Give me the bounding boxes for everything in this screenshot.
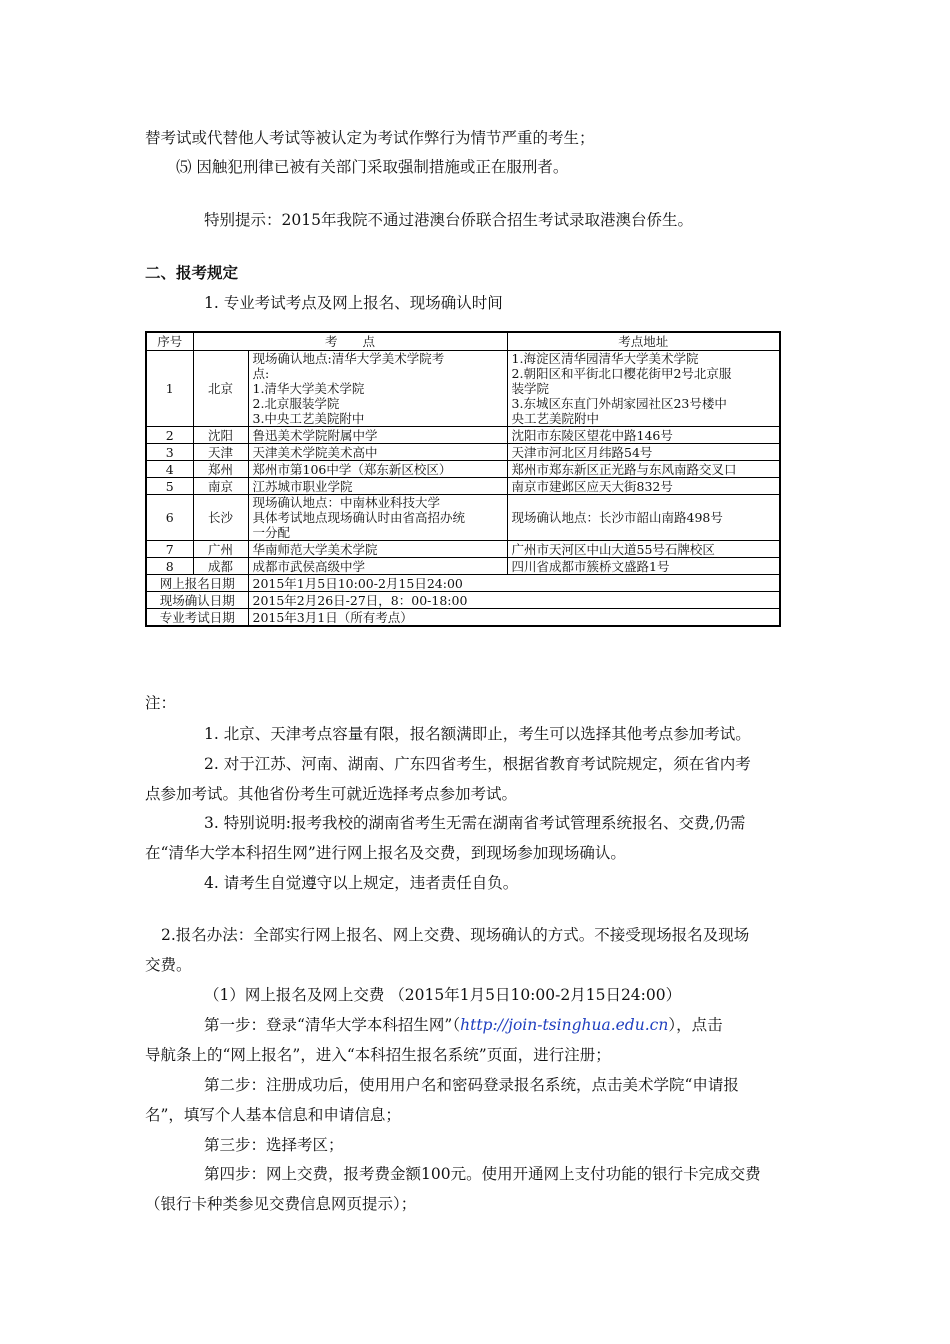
row-site: 天津美术学院美术高中	[248, 444, 507, 461]
row-city: 北京	[193, 351, 248, 427]
header-no: 序号	[146, 332, 193, 351]
table-header-row	[146, 332, 780, 351]
row-city: 长沙	[193, 495, 248, 541]
date-value: 2015年1月5日10:00-2月15日24:00	[248, 575, 780, 592]
note-2-line1: 2. 对于江苏、河南、湖南、广东四省考生，根据省教育考试院规定，须在省内考	[204, 755, 751, 773]
step-1-suffix: ），点击	[668, 1016, 723, 1034]
header-address: 考点地址	[507, 332, 780, 351]
method-para-line2: 交费。	[145, 956, 192, 974]
date-label: 网上报名日期	[146, 575, 248, 592]
row-city: 南京	[193, 478, 248, 495]
row-site: 华南师范大学美术学院	[248, 541, 507, 558]
row-address: 天津市河北区月纬路54号	[507, 444, 780, 461]
notes-title: 注：	[145, 694, 177, 712]
note-3-line2: 在“清华大学本科招生网”进行网上报名及交费，到现场参加现场确认。	[145, 844, 626, 862]
note-2-line2: 点参加考试。其他省份考生可就近选择考点参加考试。	[145, 785, 518, 803]
row-site: 现场确认地点:清华大学美术学院考 点: 1.清华大学美术学院 2.北京服装学院 3.中央工艺美院附中	[248, 351, 507, 427]
exam-site-table	[145, 331, 781, 627]
tsinghua-admission-link[interactable]: http://join-tsinghua.edu.cn	[460, 1016, 669, 1034]
row-no: 5	[146, 478, 193, 495]
row-site: 鲁迅美术学院附属中学	[248, 427, 507, 444]
row-no: 8	[146, 558, 193, 575]
row-site: 江苏城市职业学院	[248, 478, 507, 495]
subsection-title: 1. 专业考试考点及网上报名、现场确认时间	[204, 294, 503, 312]
date-row-confirmation	[146, 592, 780, 609]
step-4-line2: （银行卡种类参见交费信息网页提示）；	[145, 1195, 417, 1213]
step-1-line1	[204, 1015, 869, 1035]
row-no: 7	[146, 541, 193, 558]
table-row	[146, 541, 780, 558]
table-row	[146, 461, 780, 478]
row-no: 3	[146, 444, 193, 461]
method-para-line1: 2.报名办法：全部实行网上报名、网上交费、现场确认的方式。不接受现场报名及现场	[161, 926, 750, 944]
row-city: 成都	[193, 558, 248, 575]
note-1: 1. 北京、天津考点容量有限，报名额满即止，考生可以选择其他考点参加考试。	[204, 725, 751, 743]
row-city: 广州	[193, 541, 248, 558]
row-no: 2	[146, 427, 193, 444]
header-site: 考 点	[193, 332, 507, 351]
step-2-line2: 名”，填写个人基本信息和申请信息；	[145, 1106, 401, 1124]
step-4-line1: 第四步：网上交费，报考费金额100元。使用开通网上支付功能的银行卡完成交费	[204, 1165, 761, 1183]
date-value: 2015年3月1日（所有考点）	[248, 609, 780, 627]
date-label: 专业考试日期	[146, 609, 248, 627]
row-city: 天津	[193, 444, 248, 461]
step-1-line2: 导航条上的“网上报名”，进入“本科招生报名系统”页面，进行注册；	[145, 1046, 611, 1064]
table-row	[146, 351, 780, 427]
row-address: 南京市建邺区应天大街832号	[507, 478, 780, 495]
row-no: 1	[146, 351, 193, 427]
row-address: 郑州市郑东新区正光路与东风南路交叉口	[507, 461, 780, 478]
table-row	[146, 558, 780, 575]
row-no: 4	[146, 461, 193, 478]
table-row	[146, 427, 780, 444]
section-heading: 二、报考规定	[145, 263, 239, 282]
online-step-title: （1）网上报名及网上交费 （2015年1月5日10:00-2月15日24:00）	[204, 986, 682, 1004]
row-address: 四川省成都市簇桥文盛路1号	[507, 558, 780, 575]
table-row	[146, 444, 780, 461]
row-site: 现场确认地点：中南林业科技大学 具体考试地点现场确认时由省高招办统 一分配	[248, 495, 507, 541]
row-address: 1.海淀区清华园清华大学美术学院 2.朝阳区和平街北口樱花街甲2号北京服 装学院 3.东城区东直门外胡家园社区23号楼中 央工艺美院附中	[507, 351, 780, 427]
row-site: 成都市武侯高级中学	[248, 558, 507, 575]
date-row-exam	[146, 609, 780, 627]
row-site: 郑州市第106中学（郑东新区校区）	[248, 461, 507, 478]
line-cheating: 替考试或代替他人考试等被认定为考试作弊行为情节严重的考生；	[145, 129, 595, 147]
special-notice: 特别提示：2015年我院不通过港澳台侨联合招生考试录取港澳台侨生。	[204, 211, 693, 229]
line-criminal: ⑸ 因触犯刑律已被有关部门采取强制措施或正在服刑者。	[176, 158, 569, 176]
table-row	[146, 495, 780, 541]
row-address: 沈阳市东陵区望花中路146号	[507, 427, 780, 444]
date-value: 2015年2月26日-27日，8：00-18:00	[248, 592, 780, 609]
step-3: 第三步：选择考区；	[204, 1136, 344, 1154]
date-row-registration	[146, 575, 780, 592]
step-2-line1: 第二步：注册成功后，使用用户名和密码登录报名系统，点击美术学院“申请报	[204, 1076, 739, 1094]
step-1-prefix: 第一步：登录“清华大学本科招生网”（	[204, 1016, 461, 1034]
note-3-line1: 3. 特别说明:报考我校的湖南省考生无需在湖南省考试管理系统报名、交费,仍需	[204, 814, 746, 832]
row-city: 郑州	[193, 461, 248, 478]
note-4: 4. 请考生自觉遵守以上规定，违者责任自负。	[204, 874, 519, 892]
table-row	[146, 478, 780, 495]
date-label: 现场确认日期	[146, 592, 248, 609]
row-address: 广州市天河区中山大道55号石牌校区	[507, 541, 780, 558]
row-no: 6	[146, 495, 193, 541]
row-city: 沈阳	[193, 427, 248, 444]
row-address: 现场确认地点：长沙市韶山南路498号	[507, 495, 780, 541]
